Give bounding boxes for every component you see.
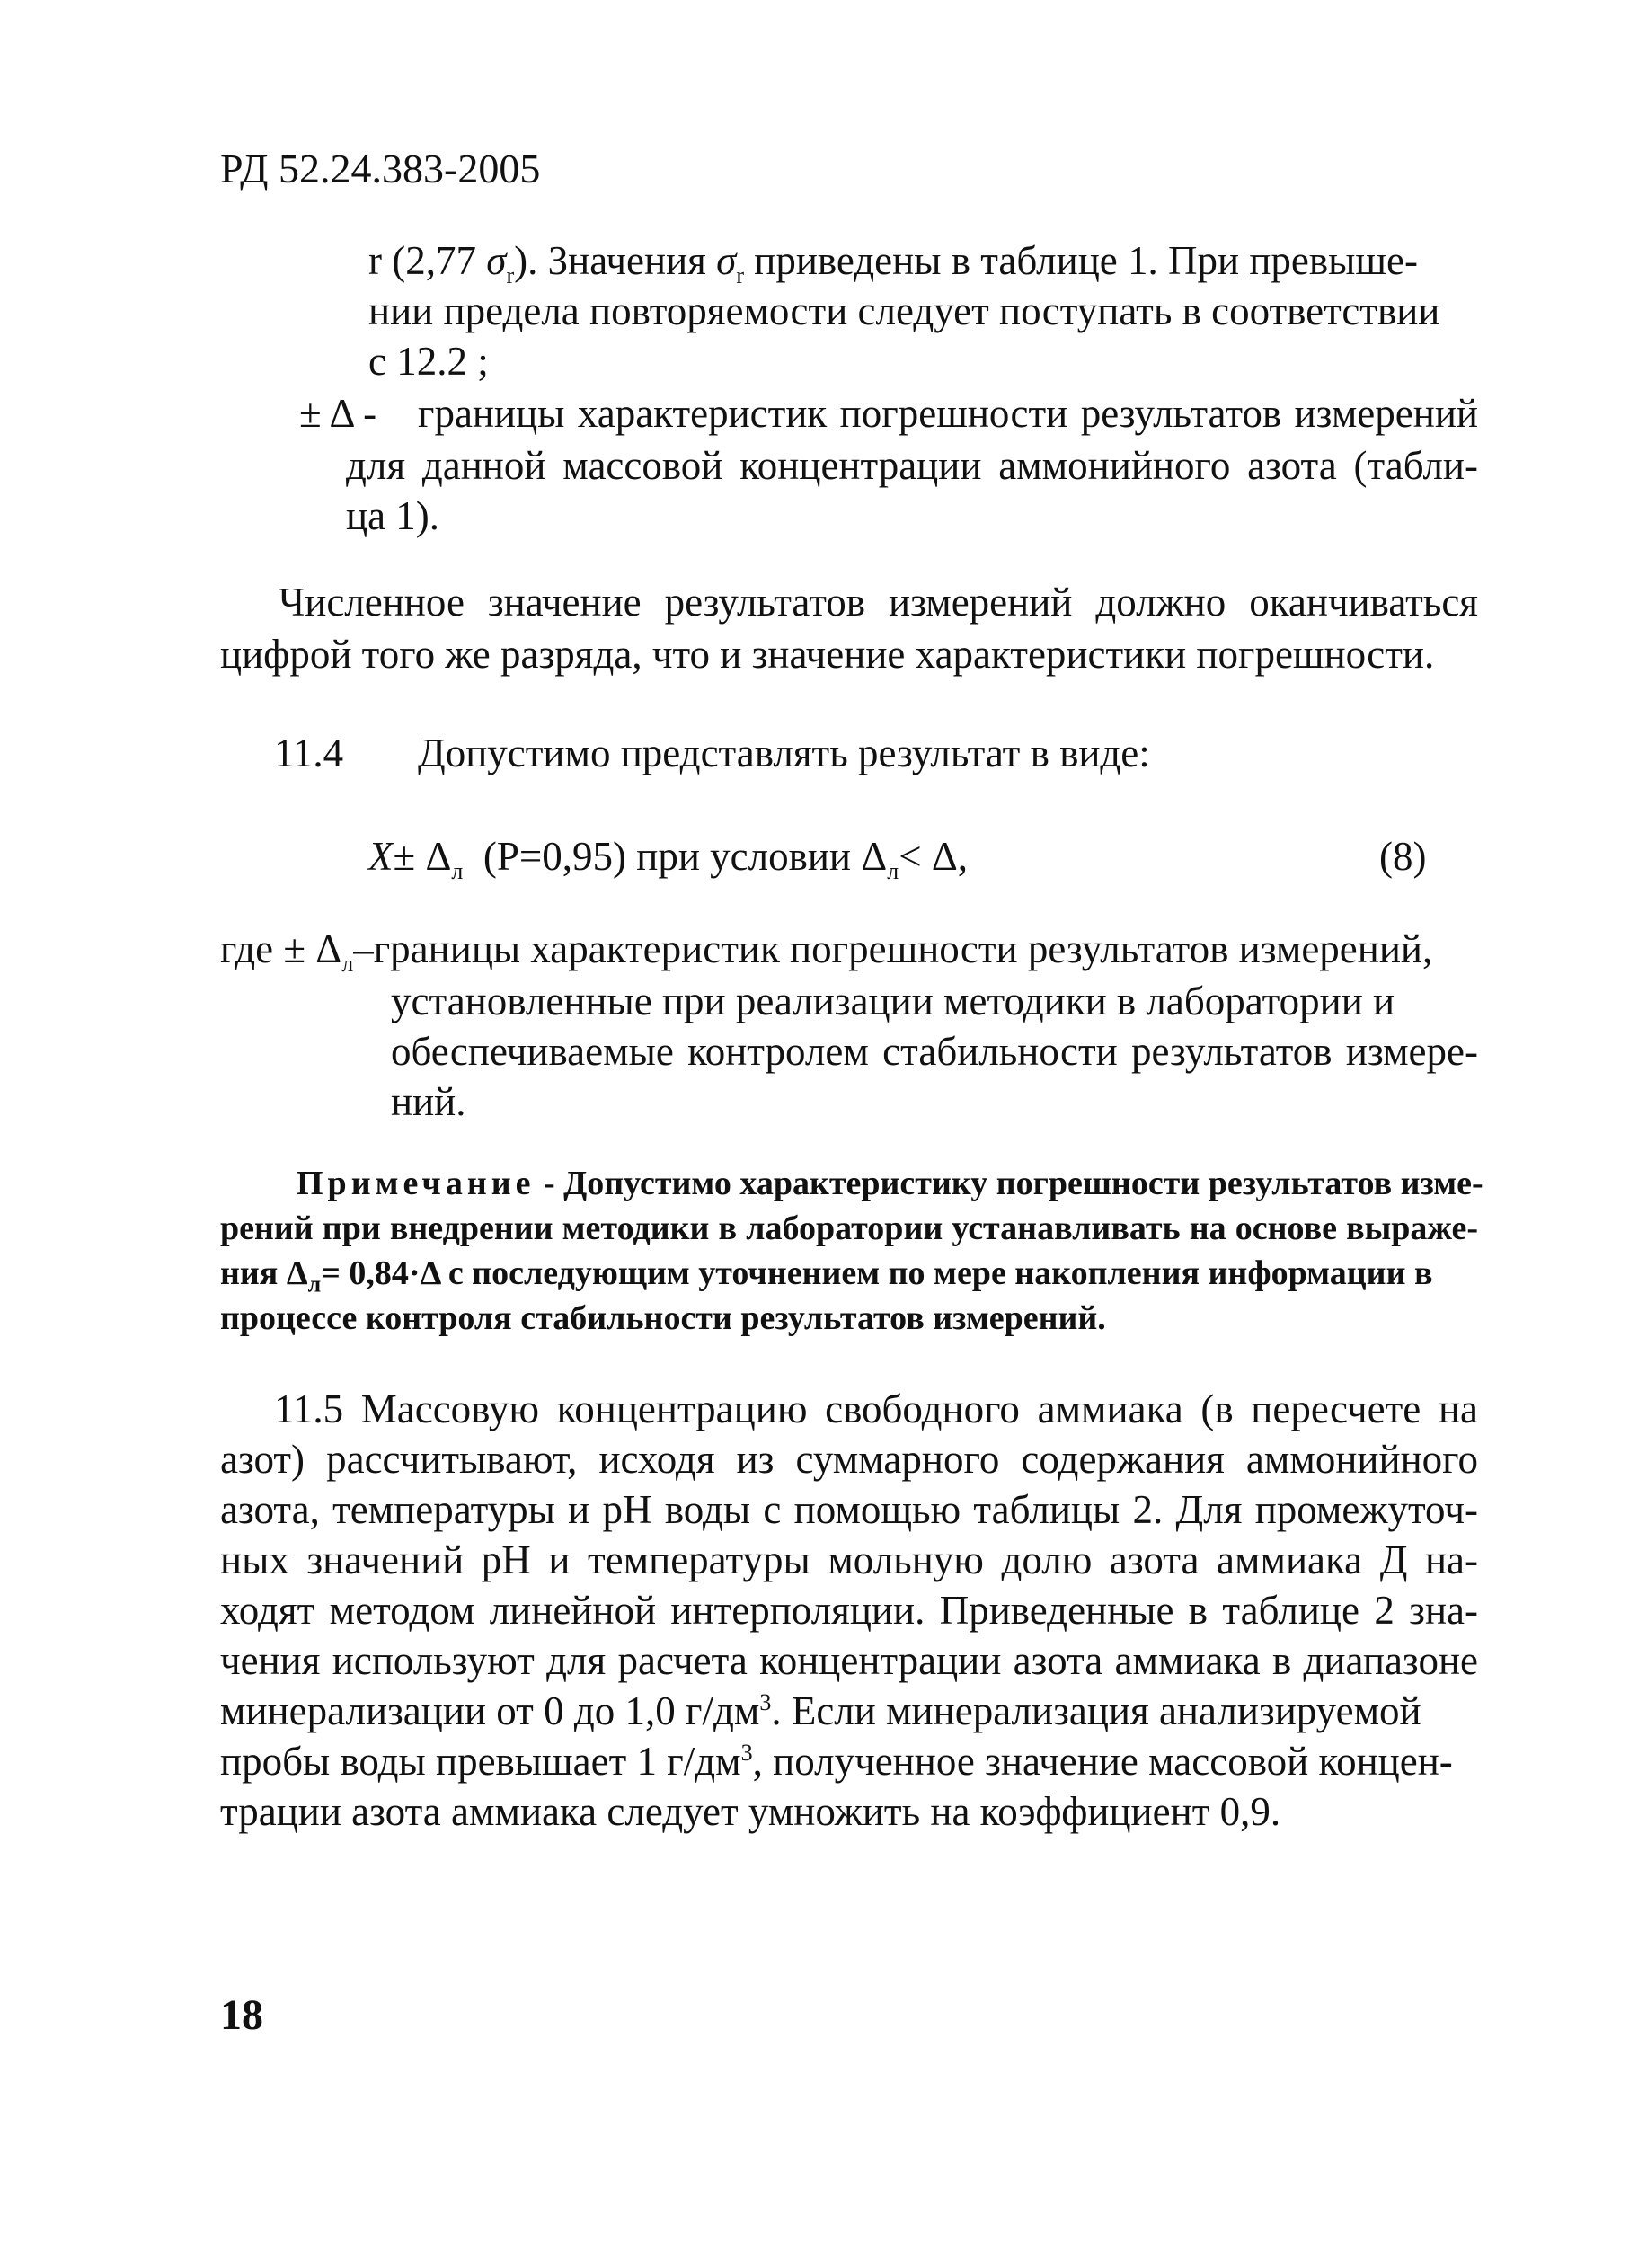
text-fragment: где ± Δ — [220, 926, 342, 971]
superscript-3: 3 — [740, 1740, 753, 1766]
text-fragment: приведены в таблице 1. При превыше- — [743, 238, 1418, 283]
section-11-4-text: Допустимо представлять результат в виде: — [418, 731, 1150, 775]
delta-line-3: ца 1). — [346, 493, 440, 538]
where-line-2: установленные при реализации методики в лаборатории и — [391, 979, 1395, 1023]
repeatability-line-1 — [368, 235, 1418, 286]
numeric-value-line-2: цифрой того же разряда, что и значение характеристики погрешности. — [220, 632, 1435, 677]
delta-line-2: для данной массовой концентрации аммонийного азота (табли- — [346, 443, 1478, 488]
subscript-l: л — [887, 858, 899, 884]
formula-condition: (P=0,95) при условии Δ — [483, 834, 888, 879]
text-fragment: –границы характеристик погрешности результатов измерений, — [353, 926, 1433, 971]
section-11-5-line-1: 11.5 Массовую концентрацию свободного аммиака (в пересчете на — [274, 1386, 1478, 1431]
repeatability-line-2: нии предела повторяемости следует поступать в соответствии — [368, 288, 1440, 333]
text-fragment: минерализации от 0 до 1,0 г/дм — [220, 1688, 760, 1733]
subscript-r: r — [736, 262, 744, 288]
formula-number: (8) — [1379, 834, 1427, 879]
subscript-l: л — [341, 951, 354, 977]
formula-8 — [368, 831, 968, 882]
plus-minus-delta: ± Δ — [393, 834, 452, 879]
text-fragment: = 0,84·Δ с последующим уточнением по мере накопления информации в — [321, 1254, 1433, 1292]
sigma-symbol: σ — [486, 238, 507, 283]
note-label: Примечание — [297, 1165, 536, 1202]
where-line-3: обеспечиваемые контролем стабильности результатов измере- — [391, 1029, 1478, 1074]
section-11-5-line-3: азота, температуры и pH воды с помощью таблицы 2. Для промежуточ- — [220, 1487, 1478, 1532]
note-line-2: рений при внедрении методики в лаборатории устанавливать на основе выраже- — [220, 1209, 1478, 1247]
note-line-1 — [297, 1162, 1483, 1205]
section-11-5-line-8 — [220, 1736, 1453, 1786]
delta-line-1: границы характеристик погрешности результатов измерений — [418, 391, 1478, 436]
x-variable: X — [368, 834, 394, 879]
text-fragment: ния Δ — [220, 1254, 308, 1292]
repeatability-line-3: с 12.2 ; — [368, 339, 489, 384]
text-fragment: . Если минерализация анализируемой — [771, 1688, 1421, 1733]
where-line-4: ний. — [391, 1079, 466, 1124]
section-11-5-line-9: трации азота аммиака следует умножить на коэффициент 0,9. — [220, 1789, 1281, 1834]
text-fragment: r (2,77 — [368, 238, 487, 283]
formula-comparison: < Δ, — [899, 834, 969, 879]
page-number: 18 — [220, 1991, 263, 2039]
subscript-r: r — [506, 262, 515, 288]
note-line-4: процессе контроля стабильности результатов измерений. — [220, 1299, 1106, 1337]
subscript-l: л — [451, 858, 464, 884]
superscript-3: 3 — [759, 1689, 772, 1715]
delta-prefix: ± Δ - — [299, 391, 377, 436]
section-11-5-line-6: чения используют для расчета концентрации азота аммиака в диапазоне — [220, 1638, 1478, 1683]
document-number-header: РД 52.24.383-2005 — [220, 146, 541, 191]
section-11-5-line-4: ных значений pH и температуры мольную долю азота аммиака Д на- — [220, 1537, 1478, 1582]
note-line-3 — [220, 1252, 1433, 1298]
numeric-value-line-1: Численное значение результатов измерений должно оканчиваться — [279, 580, 1478, 625]
text-fragment: ). Значения — [514, 238, 717, 283]
sigma-symbol: σ — [716, 238, 737, 283]
text-fragment: пробы воды превышает 1 г/дм — [220, 1739, 741, 1784]
subscript-l: л — [307, 1271, 322, 1298]
section-number-11-4: 11.4 — [274, 731, 344, 775]
section-11-5-line-7 — [220, 1686, 1421, 1736]
text-fragment: , полученное значение массовой концен- — [752, 1739, 1453, 1784]
where-line-1 — [220, 924, 1433, 977]
text-fragment: - Допустимо характеристику погрешности результатов изме- — [535, 1165, 1483, 1202]
section-11-5-line-2: азот) рассчитывают, исходя из суммарного содержания аммонийного — [220, 1437, 1478, 1482]
section-11-5-line-5: ходят методом линейной интерполяции. Приведенные в таблице 2 зна- — [220, 1588, 1478, 1633]
